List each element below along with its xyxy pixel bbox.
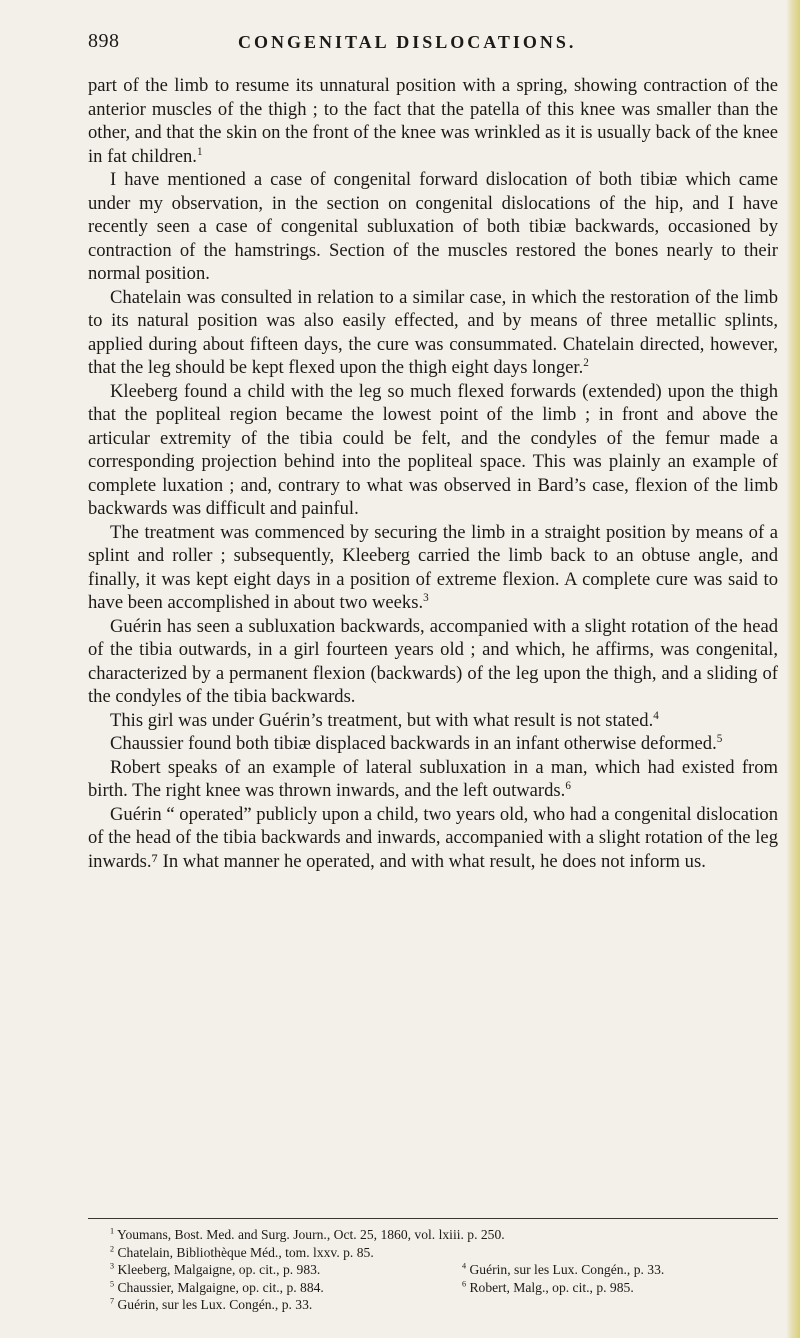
footnote-ref: 6 <box>565 779 571 792</box>
footnote: $^5$ Chaussier, Malgaigne, op. cit., p. 884. <box>110 1278 324 1295</box>
page-edge <box>786 0 800 1338</box>
footnote-ref: 2 <box>583 356 589 369</box>
footnote: $^1$ Youmans, Bost. Med. and Surg. Journ., Oct. 25, 1860, vol. lxiii. p. 250. <box>110 1226 505 1242</box>
paragraph: Chatelain was consulted in relation to a similar case, in which the restoration of the limb to its natural position was also easily effected, and by means of three metallic splints, applied during about fifteen days, the cure was consummated. Chatelain directed, however, that the leg should be kept flexed upon the thigh eight days longer.$^2$ <box>88 286 778 378</box>
footnote-ref: 5 <box>716 732 723 745</box>
footnote: $^2$ Chatelain, Bibliothèque Méd., tom. lxxv. p. 85. <box>110 1243 374 1260</box>
paragraph: Kleeberg found a child with the leg so much flexed forwards (extended) upon the thigh that the popliteal region became the lowest point of the limb ; in front and above the articular extremity of the tibia could be felt, and the condyles of the femur made a corresponding projection behind into the popliteal space. This was plainly an example of complete luxation ; and, contrary to what was observed in Bard’s case, flexion of the limb backwards was difficult and painful. <box>88 380 778 519</box>
paragraph: This girl was under Guérin’s treatment, but with what result is not stated.$^4$ <box>110 709 659 731</box>
running-head <box>88 30 778 60</box>
footnote: $^6$ Robert, Malg., op. cit., p. 985. <box>462 1278 634 1295</box>
footnote: $^7$ Guérin, sur les Lux. Congén., p. 33. <box>110 1296 313 1312</box>
footnote-pair <box>110 1261 778 1279</box>
footnote-rule <box>88 1218 778 1219</box>
paragraph: I have mentioned a case of congenital forward dislocation of both tibiæ which came under my observation, in the section on congenital dislocations of the hip, and I have recently seen a case of congenital subluxation of both tibiæ backwards, occasioned by contraction of the hamstrings. Section of the muscles restored the bones nearly to their normal position. <box>88 169 778 284</box>
footnote-ref: 1 <box>196 145 203 158</box>
footnote-ref: 4 <box>653 709 659 722</box>
footnote-ref: 3 <box>423 591 429 604</box>
footnote: $^4$ Guérin, sur les Lux. Congén., p. 33. <box>462 1261 665 1277</box>
footnote: $^3$ Kleeberg, Malgaigne, op. cit., p. 983. <box>110 1261 321 1277</box>
paragraph: part of the limb to resume its unnatural position with a spring, showing contraction of the anterior muscles of the thigh ; to the fact that the patella of this knee was smaller than the other, and that the skin on the front of the knee was wrinkled as it is usually back of the knee in fat children.$^1$ <box>88 75 778 167</box>
running-title: CONGENITAL DISLOCATIONS. <box>238 32 577 52</box>
paragraph: Chaussier found both tibiæ displaced backwards in an infant otherwise deformed.$^5$ <box>110 732 723 754</box>
footnotes <box>110 1226 778 1314</box>
paragraph: Guérin has seen a subluxation backwards, accompanied with a slight rotation of the head of the tibia outwards, in a girl fourteen years old ; and which, he affirms, was congenital, characterized by a permanent flexion (backwards) of the leg upon the thigh, and a sliding of the condyles of the tibia backwards. <box>88 615 778 707</box>
page-number: 898 <box>88 30 120 52</box>
body-text <box>88 74 778 873</box>
footnote-pair <box>110 1279 778 1297</box>
paragraph: Robert speaks of an example of lateral subluxation in a man, which had existed from birth. The right knee was thrown inwards, and the left outwards.$^6$ <box>88 756 778 801</box>
paragraph: The treatment was commenced by securing the limb in a straight position by means of a splint and roller ; subsequently, Kleeberg carried the limb back to an obtuse angle, and finally, it was kept eight days in a position of extreme flexion. A complete cure was said to have been accomplished in about two weeks.$^3$ <box>88 521 778 613</box>
paragraph: Guérin “ operated” publicly upon a child, two years old, who had a congenital dislocation of the head of the tibia backwards and inwards, accompanied with a slight rotation of the leg inwards.⁷ In what manner he operated, and with what result, he does not inform us. <box>88 803 778 872</box>
